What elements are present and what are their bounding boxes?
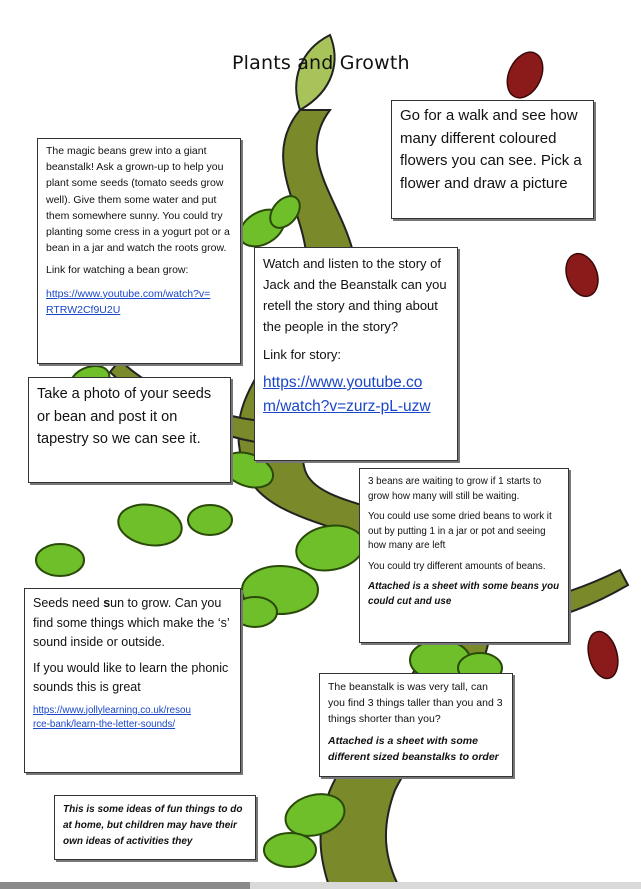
seeds-sun-text bbox=[33, 594, 232, 653]
photo-box bbox=[28, 377, 231, 483]
beans-count-p3: You could try different amounts of beans. bbox=[368, 560, 546, 572]
story-video-link-line2[interactable]: m/watch?v=zurz-pL-uzw bbox=[263, 398, 431, 415]
beans-count-box bbox=[359, 468, 569, 643]
bean-video-link[interactable] bbox=[46, 286, 232, 318]
walk-box bbox=[391, 100, 594, 219]
bean-video-link-line1[interactable]: https://www.youtube.com/watch?v= bbox=[46, 287, 211, 300]
seeds-sun-text-pre: Seeds need bbox=[33, 596, 104, 610]
bean-link-label: Link for watching a bean grow: bbox=[46, 264, 189, 277]
phonics-text: If you would like to learn the phonic sounds this is great bbox=[33, 660, 229, 694]
seeds-sun-text-bold: s bbox=[103, 596, 111, 610]
photo-text: Take a photo of your seeds or bean and post it on tapestry so we can see it. bbox=[37, 386, 212, 447]
tall-short-text: The beanstalk is was very tall, can you find 3 things taller than you and 3 things shorter than you? bbox=[328, 681, 503, 725]
ideas-note-box bbox=[54, 795, 256, 860]
bean-video-link-line2[interactable]: RTRW2Cf9U2U bbox=[46, 303, 121, 316]
seeds-sun-box bbox=[24, 588, 241, 773]
beans-count-p1: 3 beans are waiting to grow if 1 starts to grow how many will still be waiting. bbox=[368, 476, 542, 502]
tall-short-box bbox=[319, 673, 513, 777]
beans-count-attached: Attached is a sheet with some beans you could cut and use bbox=[368, 581, 560, 607]
walk-text: Go for a walk and see how many different coloured flowers you can see. Pick a flower and draw a picture bbox=[400, 107, 582, 192]
beans-count-p2: You could use some dried beans to work it out by putting 1 in a jar or pot and seeing how many are left bbox=[368, 511, 552, 551]
tall-short-attached: Attached is a sheet with some different sized beanstalks to order bbox=[328, 735, 499, 763]
footer-segment bbox=[0, 882, 250, 889]
bean-icon bbox=[560, 249, 603, 301]
phonics-link[interactable] bbox=[33, 704, 232, 733]
page-title: Plants and Growth bbox=[232, 52, 410, 74]
ideas-note-text: This is some ideas of fun things to do at home, but children may have their own ideas of activities they bbox=[63, 804, 243, 847]
magic-beans-text: The magic beans grew into a giant beanstalk! Ask a grown-up to help you plant some seeds (tomato seeds grow well). Give them some water and put them somewhere sunny. You could try planting some cress in a yogurt pot or a bean in a jar and watch the roots grow. bbox=[46, 145, 230, 255]
leaf bbox=[188, 505, 232, 535]
leaf bbox=[36, 544, 84, 576]
story-link-label: Link for story: bbox=[263, 347, 342, 362]
phonics-link-line2[interactable]: rce-bank/learn-the-letter-sounds/ bbox=[33, 719, 176, 730]
bean-icon bbox=[500, 46, 549, 103]
story-text: Watch and listen to the story of Jack and the Beanstalk can you retell the story and thing about the people in the story? bbox=[263, 256, 447, 334]
story-video-link-line1[interactable]: https://www.youtube.co bbox=[263, 374, 423, 391]
seeds-sun-text-post: un to grow. Can you find some things which make the ‘s’ sound inside or outside. bbox=[33, 596, 230, 649]
bean-icon bbox=[583, 628, 622, 682]
leaf bbox=[264, 833, 316, 867]
page-footer-bar bbox=[0, 882, 641, 889]
magic-beans-box bbox=[37, 138, 241, 364]
leaf bbox=[115, 500, 185, 551]
story-box bbox=[254, 247, 458, 461]
story-video-link[interactable] bbox=[263, 371, 449, 419]
phonics-link-line1[interactable]: https://www.jollylearning.co.uk/resou bbox=[33, 704, 191, 716]
